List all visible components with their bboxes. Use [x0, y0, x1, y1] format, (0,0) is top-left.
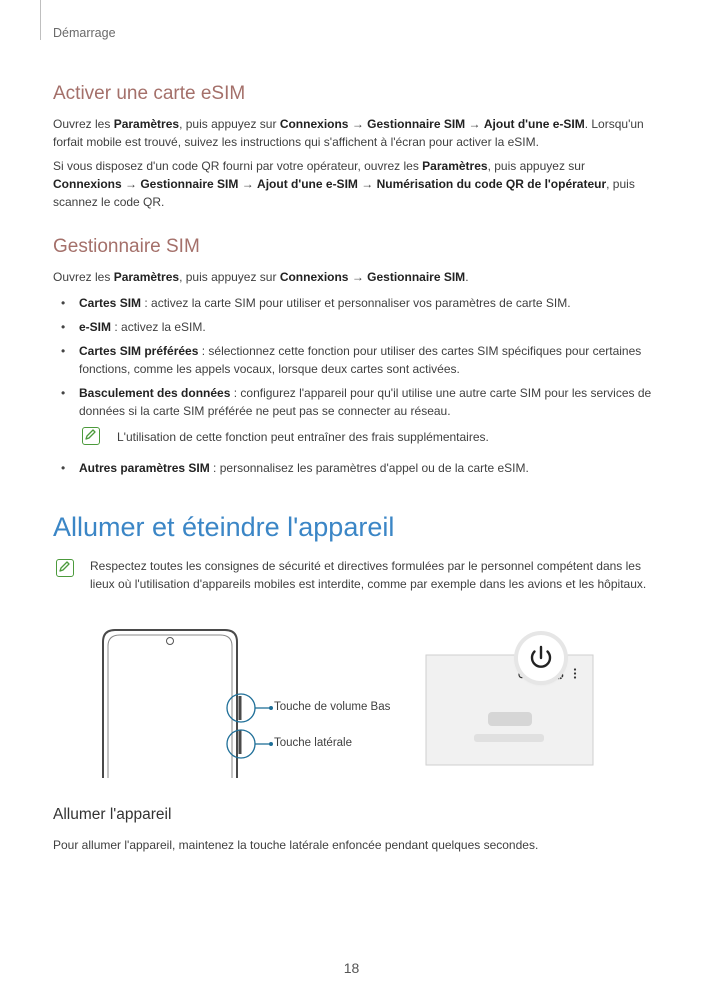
sim-manager-note: L'utilisation de cette fonction peut entraîner des frais supplémentaires.: [117, 430, 489, 444]
esim-paragraph-1: Ouvrez les Paramètres, puis appuyez sur Connexions → Gestionnaire SIM → Ajout d'une e-SIM. Lorsqu'un forfait mobile est trouvé, suivez les instructions qui s'affichent à l'écran pour activer la eSIM.: [53, 117, 644, 149]
power-icon: [518, 635, 564, 681]
callout-volume-down: Touche de volume Bas: [274, 701, 391, 713]
callout-side-key: Touche latérale: [274, 737, 352, 749]
list-item: • Cartes SIM préférées : sélectionnez cette fonction pour utiliser des cartes SIM spécifiques pour certaines fonctions, comme les appels vocaux, lorsque deux cartes sont activées.: [53, 342, 653, 378]
chapter-title-power: Allumer et éteindre l'appareil: [53, 512, 395, 542]
subsection-title-power-on: Allumer l'appareil: [53, 806, 172, 823]
note-icon: [56, 559, 74, 577]
list-item: • Autres paramètres SIM : personnalisez les paramètres d'appel ou de la carte eSIM.: [53, 459, 653, 477]
list-item: • Basculement des données : configurez l'appareil pour qu'il utilise une autre carte SIM pour les services de données si la carte SIM préférée ne peut pas se connecter au réseau.: [53, 384, 653, 420]
section-title-sim-manager: Gestionnaire SIM: [53, 236, 200, 257]
esim-paragraph-2: Si vous disposez d'un code QR fourni par votre opérateur, ouvrez les Paramètres, puis appuyez sur Connexions → Gestionnaire SIM → Ajout d'une e-SIM → Numérisation du code QR de l'opérateur, puis scannez le code QR.: [53, 159, 635, 209]
list-item: • Cartes SIM : activez la carte SIM pour utiliser et personnaliser vos paramètres de carte SIM.: [53, 294, 653, 312]
chapter-label: Démarrage: [53, 26, 116, 40]
power-safety-note: Respectez toutes les consignes de sécurité et directives formulées par le personnel compétent dans les lieux où l'utilisation d'appareils mobiles est interdite, comme par exemple dans les avions et les hôpitaux.: [90, 559, 647, 591]
sim-manager-list: [53, 294, 653, 420]
sim-manager-list-2: [53, 459, 653, 477]
power-on-instructions: Pour allumer l'appareil, maintenez la touche latérale enfoncée pendant quelques secondes.: [53, 838, 539, 852]
section-title-esim: Activer une carte eSIM: [53, 83, 246, 104]
note-icon: [82, 427, 100, 445]
header-rule: [40, 0, 41, 40]
device-illustration: [0, 620, 703, 790]
list-item: • e-SIM : activez la eSIM.: [53, 318, 653, 336]
page-number: 18: [343, 960, 360, 976]
more-icon: [573, 666, 577, 677]
sim-manager-intro: Ouvrez les Paramètres, puis appuyez sur Connexions → Gestionnaire SIM.: [53, 270, 469, 284]
